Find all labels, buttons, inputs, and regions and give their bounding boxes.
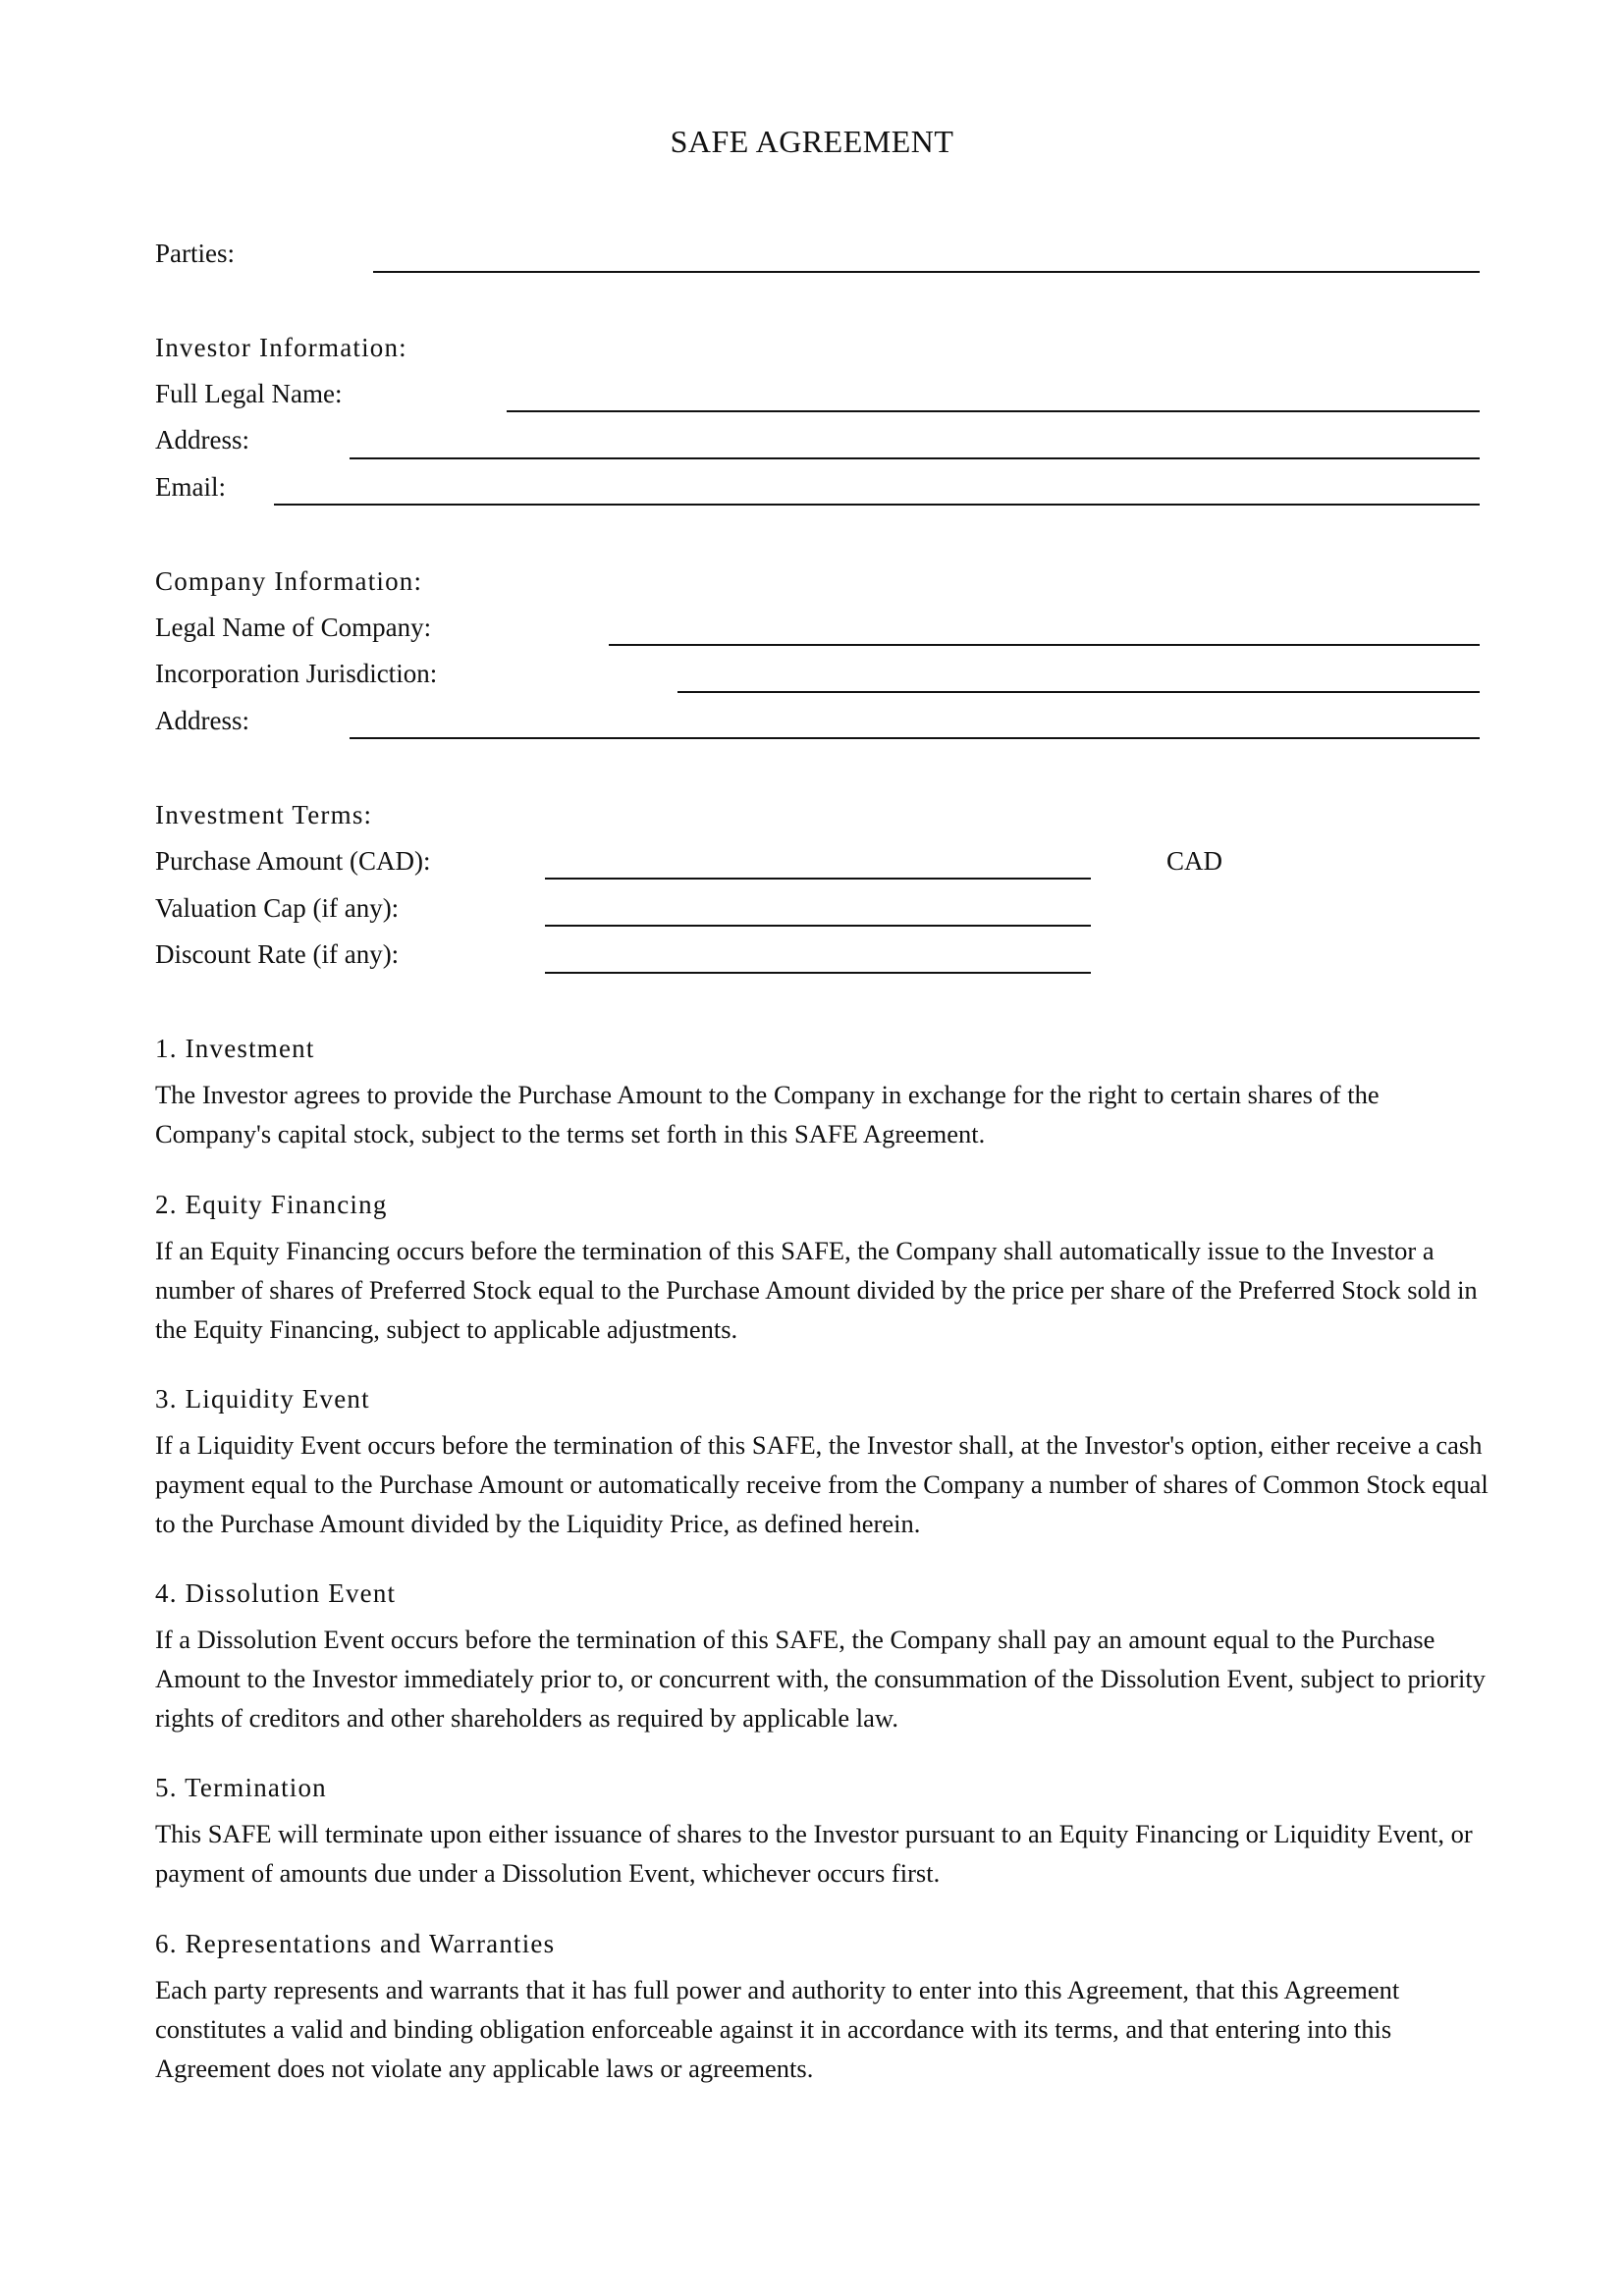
discount-rate-label: Discount Rate (if any): [155,939,400,969]
investor-address-field[interactable] [350,457,1480,459]
company-address-label: Address: [155,706,249,735]
purchase-amount-field[interactable] [545,878,1091,880]
company-info-heading: Company Information: [155,566,423,596]
company-jurisdiction-field[interactable] [677,691,1480,693]
section-heading: 1. Investment [155,1034,315,1063]
investor-info-heading: Investor Information: [155,333,407,362]
section-text: If an Equity Financing occurs before the termination of this SAFE, the Company shall automatically issue to the Investor a number of shares of Preferred Stock equal to the Purchase Amount divided by the price per share of the Preferred Stock sold in the Equity Financing, subject to applicable adjustments. [155,1236,1478,1344]
section-text: If a Liquidity Event occurs before the termination of this SAFE, the Investor shall, at the Investor's option, either receive a cash payment equal to the Purchase Amount or automatically receive from the Company a number of shares of Common Stock equal to the Purchase Amount divided by the Liquidity Price, as defined herein. [155,1430,1489,1538]
section-heading: 6. Representations and Warranties [155,1929,556,1958]
parties-field[interactable] [373,271,1480,273]
section-heading: 4. Dissolution Event [155,1578,397,1608]
company-address-field[interactable] [350,737,1480,739]
investor-full-name-label: Full Legal Name: [155,379,343,408]
section-heading: 3. Liquidity Event [155,1384,370,1414]
company-jurisdiction-label: Incorporation Jurisdiction: [155,659,438,688]
section-text: This SAFE will terminate upon either issuance of shares to the Investor pursuant to an Equity Financing or Liquidity Event, or payment of amounts due under a Dissolution Event, whichever occurs first. [155,1819,1473,1888]
company-legal-name-label: Legal Name of Company: [155,613,432,642]
section-heading: 2. Equity Financing [155,1190,388,1219]
valuation-cap-label: Valuation Cap (if any): [155,893,400,923]
section-text: Each party represents and warrants that it has full power and authority to enter into this Agreement, that this Agreement constitutes a valid and binding obligation enforceable against it in accordance with its terms, and that entering into this Agreement does not violate any applicable laws or agreements. [155,1975,1400,2083]
parties-label: Parties: [155,239,235,268]
section-text: The Investor agrees to provide the Purchase Amount to the Company in exchange for the right to certain shares of the Company's capital stock, subject to the terms set forth in this SAFE Agreement. [155,1080,1380,1148]
investor-email-label: Email: [155,472,226,502]
company-legal-name-field[interactable] [609,644,1480,646]
investor-email-field[interactable] [274,504,1480,506]
investment-terms-heading: Investment Terms: [155,800,373,829]
investor-address-label: Address: [155,425,249,454]
purchase-currency-label: CAD [1166,846,1223,876]
purchase-amount-label: Purchase Amount (CAD): [155,846,431,876]
section-heading: 5. Termination [155,1773,327,1802]
valuation-cap-field[interactable] [545,925,1091,927]
discount-rate-field[interactable] [545,972,1091,974]
document-title: SAFE AGREEMENT [670,124,954,159]
section-text: If a Dissolution Event occurs before the termination of this SAFE, the Company shall pay an amount equal to the Purchase Amount to the Investor immediately prior to, or concurrent with, the consummation of the Dissolution Event, subject to priority rights of creditors and other shareholders as required by applicable law. [155,1625,1486,1733]
investor-full-name-field[interactable] [507,410,1480,412]
